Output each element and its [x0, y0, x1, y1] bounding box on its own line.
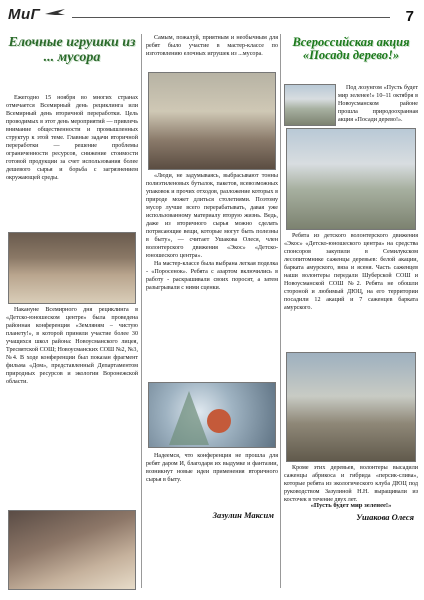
column-divider	[141, 34, 142, 588]
page-number: 7	[405, 8, 414, 25]
masthead-logo: МиГ	[8, 6, 41, 23]
article-paragraph: Накануне Всемирного дня рециклинга в «Детско-юношеском центре» была проведена районная конференция «Земляням – чистую планету!», в которой приняли участие более 30 учащихся школ района: Новоусманского лицея, Тресвятской СОШ; Новоусманских СОШ №2, №3, №4. В ходе конференции был показан фрагмент фильма «Дом», представленный Департаментом природных ресурсов и экологии Воронежской области.	[6, 307, 139, 386]
header-rule	[72, 17, 390, 18]
article-paragraph: Под лозунгом «Пусть будет мир зеленее!» 10–11 октября в Новоусманском районе прошла природоохранная акция «Посади дерево!».	[338, 85, 418, 124]
author-signature: Зазулин Максим	[212, 510, 274, 520]
article-plant-tree-column	[284, 34, 418, 588]
photo-christmas-toy	[148, 382, 276, 448]
article-paragraph: Ежегодно 15 ноября во многих странах отмечается Всемирный день рециклинга или Всемирный день вторичной переработки. Цель проводимых в этот день мероприятий — привлечь внимание общественности и промышленных структур к этой теме. Главные задачи вторичной переработки — решение проблемы ограниченности ресурсов, снижение стоимости готовой продукции за счет использования более дешевого сырья и борьба с загрязнением окружающей среды.	[6, 95, 138, 182]
photo-conference-girls	[8, 510, 136, 590]
photo-students-class	[148, 72, 276, 170]
photo-volunteers-small	[284, 84, 336, 126]
article-toys-column	[6, 34, 138, 588]
photo-workshop	[8, 232, 136, 304]
article-paragraph: Надеемся, что конференция не прошла для ребят даром И, благодаря их выдумке и фантазии, возникнут новые идеи применения вторичного сырья в быту.	[146, 453, 278, 484]
photo-planting-trees	[286, 352, 416, 462]
article-paragraph: Ребята из детского волонтерского движения «Экос» «Детско-юношеского центра» на средства спонсоров закупили в Семилукском лесопитомнике саженцы деревьев: белой акации, барката амурского, вяза и ясеня. Часть саженцев наши волонтеры передали Шуберской СОШ и Новоусманской СОШ №2. Ребята не обошли стороной и любимый ДЮЦ, на его территории посадили 12 акаций и 7 саженцев барката амурского.	[284, 233, 418, 312]
ornament-icon	[149, 383, 275, 447]
column-divider	[280, 34, 281, 588]
slogan: «Пусть будет мир зеленее!»	[310, 502, 392, 509]
page-header	[8, 6, 418, 30]
bird-icon	[44, 8, 66, 18]
article-headline: Елочные игрушки из ... мусора	[8, 35, 136, 65]
article-paragraph: Самым, пожалуй, приятным и необычным для ребят было участие в мастер-классе по изготовлению елочных игрушек из ...мусора.	[146, 35, 278, 58]
article-toys-continued-column	[146, 34, 278, 588]
photo-volunteers-group	[286, 128, 416, 230]
article-paragraph: Кроме этих деревьев, волонтеры высадили саженцы абрикоса и гибрида «персик-слива», которые ребята из экологического клуба ДЮЦ под руководством Зазулиной Н.Н. выращивали из косточек в течение двух лет.	[284, 465, 418, 504]
author-signature: Ушакова Олеся	[356, 512, 414, 522]
article-headline: Всероссийская акция «Посади дерево!»	[292, 35, 410, 63]
article-paragraph: «Люди, не задумываясь, выбрасывают тонны полиэтиленовых бутылок, пакетов, всевозможных упаковок и прочих отходов, разложение которых в природе может длиться столетиями. Поэтому мусор лучше всего перерабатывать, давая уже использованному материалу вторую жизнь. Ведь, даже из вторичного сырья можно сделать потрясающие вещи, которые могут быть полезны в быту», — считает Ушакова Олеся, член волонтерского движения «Экос» «Детско-юношеского центра». На мастер-классе была выбрана легкая поделка - «Поросенок». Ребята с азартом включились в работу - раскрашивали своих поросят, а затем разыгрывали с ними сценки.	[146, 173, 278, 292]
